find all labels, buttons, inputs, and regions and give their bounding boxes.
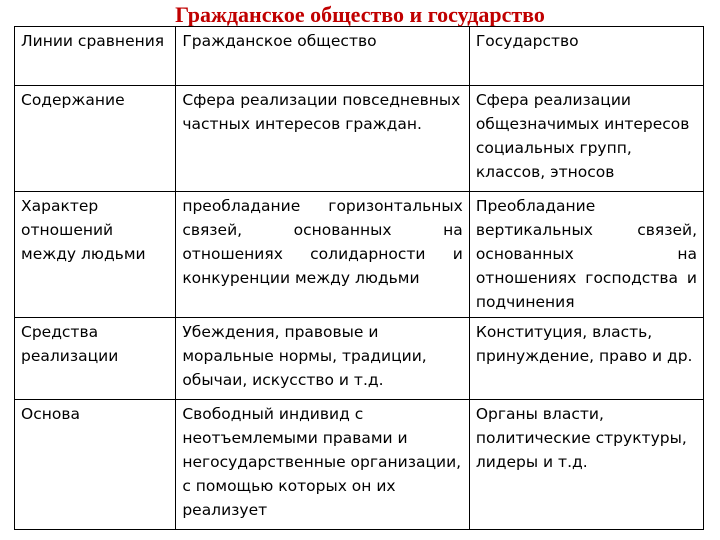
row-state: Органы власти, политические структуры, лидеры и т.д.: [469, 400, 703, 530]
row-civil-society: Убеждения, правовые и моральные нормы, традиции, обычаи, искусство и т.д.: [176, 318, 470, 400]
page-title: Гражданское общество и государство: [175, 2, 545, 27]
header-criterion: Линии сравнения: [15, 27, 176, 86]
table-row: [15, 192, 704, 318]
row-civil-society: Свободный индивид с неотъемлемыми правами и негосударственные организации, с помощью которых он их реализует: [176, 400, 470, 530]
table-row: [15, 86, 704, 192]
row-state: Преобладание вертикальных связей, основанных на отношениях господства и подчинения: [469, 192, 703, 318]
table-row: [15, 400, 704, 530]
row-state: Конституция, власть, принуждение, право и др.: [469, 318, 703, 400]
row-civil-society: Сфера реализации повседневных частных интересов граждан.: [176, 86, 470, 192]
row-state: Сфера реализации общезначимых интересов социальных групп, классов, этносов: [469, 86, 703, 192]
header-state: Государство: [469, 27, 703, 86]
table-row: [15, 318, 704, 400]
row-civil-society: преобладание горизонтальных связей, основанных на отношениях солидарности и конкуренции между людьми: [176, 192, 470, 318]
comparison-table: [14, 26, 704, 530]
row-criterion: Средства реализации: [15, 318, 176, 400]
row-criterion: Основа: [15, 400, 176, 530]
row-criterion: Содержание: [15, 86, 176, 192]
table-header-row: [15, 27, 704, 86]
header-civil-society: Гражданское общество: [176, 27, 470, 86]
row-criterion: Характер отношений между людьми: [15, 192, 176, 318]
